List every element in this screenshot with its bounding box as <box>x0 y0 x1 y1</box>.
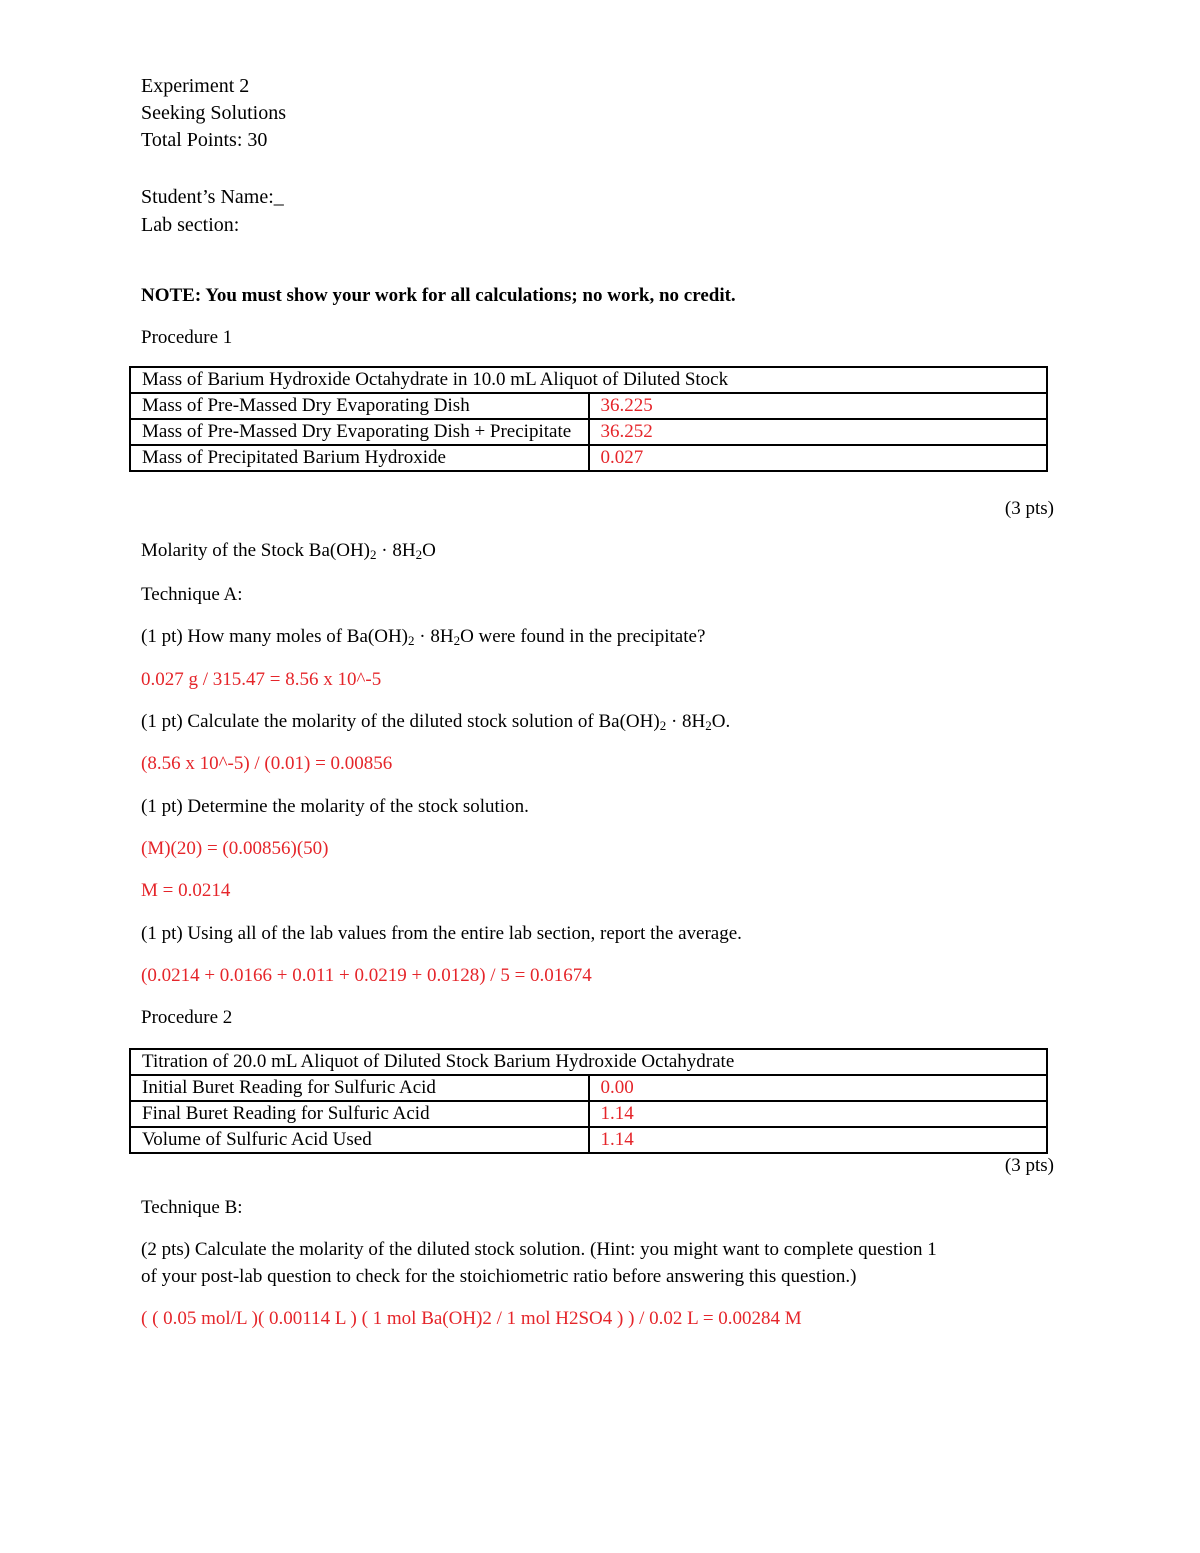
row-value: 0.027 <box>589 445 1048 471</box>
table-row <box>130 419 1047 445</box>
technique-b-heading: Technique B: <box>141 1197 243 1218</box>
row-label: Volume of Sulfuric Acid Used <box>130 1127 589 1153</box>
procedure-2-table <box>129 1048 1048 1154</box>
row-value: 1.14 <box>589 1127 1048 1153</box>
answer-stock-equation: (M)(20) = (0.00856)(50) <box>141 838 329 859</box>
table-title-row <box>130 367 1047 393</box>
row-value: 0.00 <box>589 1075 1048 1101</box>
table-row <box>130 445 1047 471</box>
question-moles: (1 pt) How many moles of $Ba(OH)_2 \cdot 8H_2O$ were found in the precipitate? <box>141 626 706 648</box>
total-points: Total Points: 30 <box>141 129 268 151</box>
answer-average: (0.0214 + 0.0166 + 0.011 + 0.0219 + 0.0128) / 5 = 0.01674 <box>141 965 592 986</box>
note: NOTE: You must show your work for all calculations; no work, no credit. <box>141 285 736 306</box>
question-average: (1 pt) Using all of the lab values from the entire lab section, report the average. <box>141 923 742 944</box>
question-titration-line-1: (2 pts) Calculate the molarity of the diluted stock solution. (Hint: you might want to complete question 1 <box>141 1239 937 1260</box>
answer-moles: 0.027 g / 315.47 = 8.56 x 10^-5 <box>141 669 382 690</box>
row-label: Final Buret Reading for Sulfuric Acid <box>130 1101 589 1127</box>
answer-titration: ( ( 0.05 mol/L )( 0.00114 L ) ( 1 mol Ba(OH)2 / 1 mol H2SO4 ) ) / 0.02 L = 0.00284 M <box>141 1308 802 1329</box>
table-row <box>130 1075 1047 1101</box>
procedure-2-heading: Procedure 2 <box>141 1007 233 1028</box>
procedure-1-points: (3 pts) <box>1004 498 1054 519</box>
procedure-2-points: (3 pts) <box>1004 1155 1054 1176</box>
row-value: 36.252 <box>589 419 1048 445</box>
lab-section-field: Lab section: <box>141 214 240 236</box>
row-label: Mass of Precipitated Barium Hydroxide <box>130 445 589 471</box>
row-label: Mass of Pre-Massed Dry Evaporating Dish <box>130 393 589 419</box>
student-name-field: Student’s Name:_ <box>141 186 284 208</box>
table-title-row <box>130 1049 1047 1075</box>
answer-stock-molarity: M = 0.0214 <box>141 880 231 901</box>
procedure-1-heading: Procedure 1 <box>141 327 233 348</box>
technique-a-heading: Technique A: <box>141 584 243 605</box>
table-row <box>130 1127 1047 1153</box>
procedure-1-table <box>129 366 1048 472</box>
row-label: Mass of Pre-Massed Dry Evaporating Dish + Precipitate <box>130 419 589 445</box>
question-stock-molarity: (1 pt) Determine the molarity of the stock solution. <box>141 796 529 817</box>
row-value: 1.14 <box>589 1101 1048 1127</box>
answer-diluted-molarity: (8.56 x 10^-5) / (0.01) = 0.00856 <box>141 753 393 774</box>
experiment-number: Experiment 2 <box>141 75 250 97</box>
table-row <box>130 393 1047 419</box>
row-value: 36.225 <box>589 393 1048 419</box>
question-diluted-molarity: (1 pt) Calculate the molarity of the diluted stock solution of $Ba(OH)_2 \cdot 8H_2O$. <box>141 711 731 733</box>
question-titration-line-2: of your post-lab question to check for the stoichiometric ratio before answering this question.) <box>141 1266 857 1287</box>
row-label: Initial Buret Reading for Sulfuric Acid <box>130 1075 589 1101</box>
molarity-heading: Molarity of the Stock $Ba(OH)_2 \cdot 8H_2O$ <box>141 540 436 562</box>
experiment-title: Seeking Solutions <box>141 102 287 124</box>
table-row <box>130 1101 1047 1127</box>
table-title: Mass of Barium Hydroxide Octahydrate in 10.0 mL Aliquot of Diluted Stock <box>130 367 1047 393</box>
table-title: Titration of 20.0 mL Aliquot of Diluted Stock Barium Hydroxide Octahydrate <box>130 1049 1047 1075</box>
